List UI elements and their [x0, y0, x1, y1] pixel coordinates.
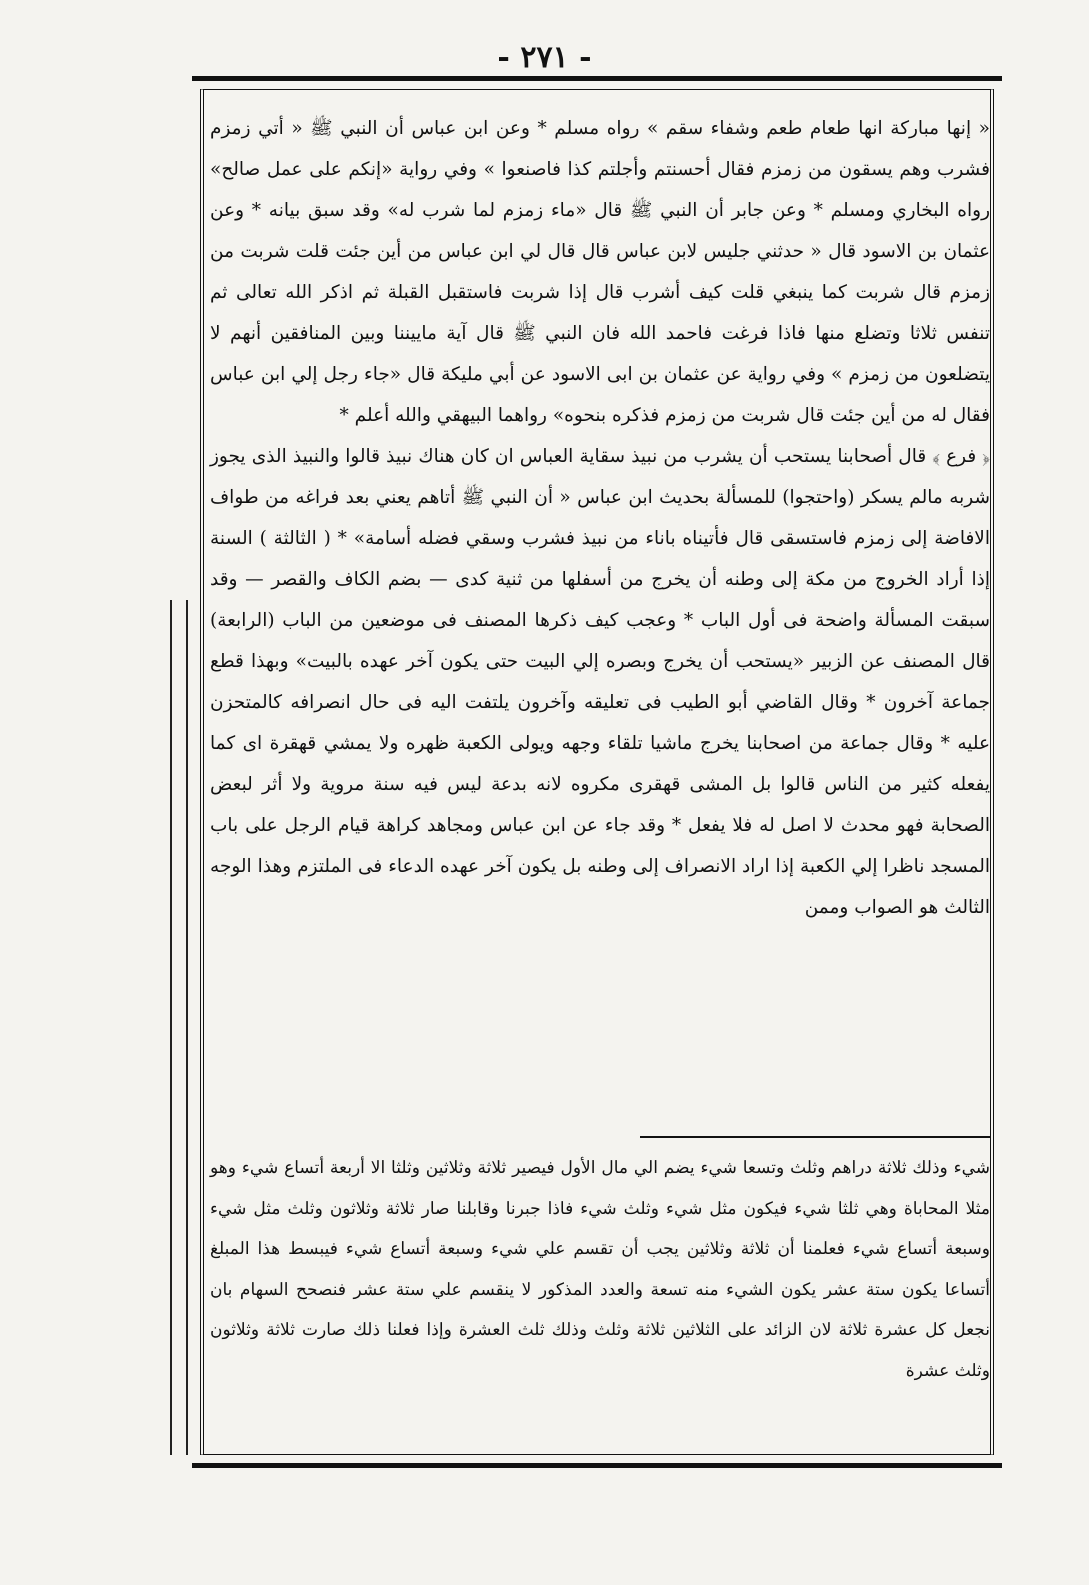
footnote — [210, 1148, 990, 1438]
main-text — [210, 108, 990, 1128]
main-paragraph: ﴿ فرع ﴾ قال أصحابنا يستحب أن يشرب من نبيذ سقاية العباس ان كان هناك نبيذ قالوا والنبيذ الذى يجوز شربه مالم يسكر (واحتجوا) للمسألة بحديث ابن عباس « أن النبي ﷺ أتاهم يعني بعد فراغه من طواف الافاضة إلى زمزم فاستسقى قال فأتيناه باناء من نبيذ فشرب وسقي فضله أسامة» * ( الثالثة ) السنة إذا أراد الخروج من مكة إلى وطنه أن يخرج من أسفلها من ثنية كدى — بضم الكاف والقصر — وقد سبقت المسألة واضحة فى أول الباب * وعجب كيف ذكرها المصنف فى موضعين من الباب (الرابعة) قال المصنف عن الزبير «يستحب أن يخرج وبصره إلي البيت حتى يكون آخر عهده بالبيت» وبهذا قطع جماعة آخرون * وقال القاضي أبو الطيب فى تعليقه وآخرون يلتفت اليه فى حال انصرافه كالمتحزن عليه * وقال جماعة من اصحابنا يخرج ماشيا تلقاء وجهه ويولى الكعبة ظهره ولا يمشي قهقرة اى كما يفعله كثير من الناس قالوا بل المشى قهقرى مكروه لانه بدعة ليس فيه سنة مروية ولا أثر لبعض الصحابة فهو محدث لا اصل له فلا يفعل * وقد جاء عن ابن عباس ومجاهد كراهة قيام الرجل على باب المسجد ناظرا إلي الكعبة إذا اراد الانصراف إلى وطنه بل يكون آخر عهده الدعاء فى الملتزم وهذا الوجه الثالث هو الصواب وممن — [210, 446, 990, 918]
page-number: - ٢٧١ - — [497, 40, 592, 75]
footnote-separator — [640, 1136, 990, 1138]
main-paragraph: « إنها مباركة انها طعام طعم وشفاء سقم » رواه مسلم * وعن ابن عباس أن النبي ﷺ « أتي زمزم فشرب وهم يسقون من زمزم فقال أحسنتم وأجلتم كذا فاصنعوا » وفي رواية «إنكم على عمل صالح» رواه البخاري ومسلم * وعن جابر أن النبي ﷺ قال «ماء زمزم لما شرب له» وقد سبق بيانه * وعن عثمان بن الاسود قال « حدثني جليس لابن عباس قال قال لي ابن عباس من أين جئت قلت شربت من زمزم قال شربت كما ينبغي قلت كيف أشرب قال إذا شربت فاستقبل القبلة ثم اذكر الله تعالى ثم تنفس ثلاثا وتضلع منها فاذا فرغت فاحمد الله فان النبي ﷺ قال آية ماييننا وبين المنافقين أنهم لا يتضلعون من زمزم » وفي رواية عن عثمان بن ابى الاسود عن أبي مليكة قال «جاء رجل إلي ابن عباس فقال له من أين جئت قال شربت من زمزم فذكره بنحوه» رواهما البيهقي والله أعلم * — [210, 118, 990, 426]
footnote-text: شيء وذلك ثلاثة دراهم وثلث وتسعا شيء يضم الي مال الأول فيصير ثلاثة وثلاثين وثلثا الا أربعة أتساع شيء وهو مثلا المحاباة وهي ثلثا شيء فيكون مثل شيء وثلث شيء فاذا جبرنا وقابلنا صار ثلاثة وثلاثون وثلث مثل شيء وسبعة أتساع شيء فعلمنا أن ثلاثة وثلاثين يجب أن تقسم علي شيء وسبعة أتساع شيء فيبسط هذا المبلغ أتساعا يكون ستة عشر يكون الشيء منه تسعة والعدد المذكور لا ينقسم علي ستة عشر فنصحح السهام بان نجعل كل عشرة ثلاثة لان الزائد على الثلاثين ثلاثة وثلث وذلك ثلث العشرة وإذا فعلنا ذلك صارت ثلاثة وثلاثون وثلث عشرة — [210, 1158, 990, 1381]
margin-rule — [170, 600, 188, 1455]
